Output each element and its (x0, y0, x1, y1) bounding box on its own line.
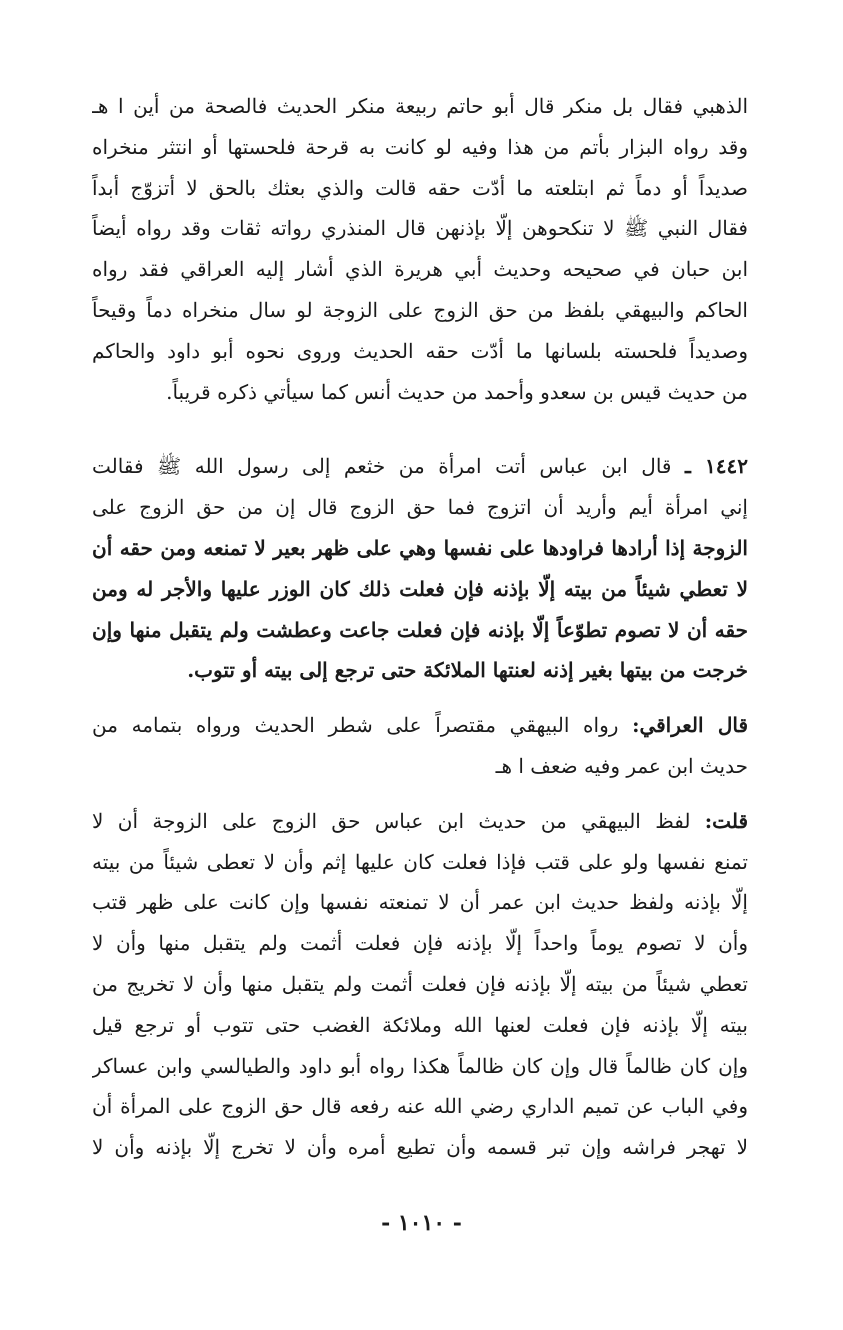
text-line: وصديداً فلحسته بلسانها ما أدّت حقه الحديث وروى نحوه أبو داود والحاكم (92, 338, 748, 363)
text-line: حقه أن لا تصوم تطوّعاً إلّا بإذنه فإن فعلت جاعت وعطشت ولم يتقبل منها وإن (92, 617, 748, 642)
text-line: من حديث قيس بن سعدو وأحمد من حديث أنس كما سيأتي ذكره قريباً. (166, 379, 748, 404)
text-line: وأن لا تصوم يوماً واحداً إلّا بإذنه فإن فعلت أثمت ولم يتقبل منها وأن لا (92, 931, 748, 956)
text-line: صديداً أو دماً ثم ابتلعته ما أدّت حقه قالت والذي بعثك بالحق لا أتزوّج أبداً (92, 175, 748, 200)
text-line: الحاكم والبيهقي بلفظ من حق الزوج على الزوجة لو سال منخراه دماً وقيحاً (92, 297, 748, 322)
text-line: تمنع نفسها ولو على قتب فإذا فعلت كان عليها إثم وأن لا تعطى شيئاً من بيته (92, 849, 748, 874)
text-line (92, 487, 748, 528)
paragraph-gap (92, 412, 748, 446)
paragraph-text: لفظ البيهقي من حديث ابن عباس حق الزوج على الزوجة أن لا (92, 808, 691, 833)
hadith-number: ١٤٤٢ ـ (685, 454, 748, 479)
text-line: الزوجة إذا أرادها فراودها على نفسها وهي على ظهر بعير لا تمنعه ومن حقه أن (92, 535, 748, 560)
text-line: الذهبي فقال بل منكر قال أبو حاتم ربيعة منكر الحديث فالصحة من أين ا هـ (92, 94, 748, 118)
text-line: إلّا بإذنه ولفظ حديث ابن عمر أن لا تمنعته نفسها وإن كانت على ظهر قتب (92, 890, 748, 915)
paragraph-gap (92, 787, 748, 801)
text-line: لا تهجر فراشه وإن تبر قسمه وأن تطيع أمره وأن لا تخرج إلّا بإذنه وأن لا (92, 1135, 748, 1160)
paragraph-label: قال العراقي: (632, 713, 748, 738)
text-line: خرجت من بيتها بغير إذنه لعنتها الملائكة حتى ترجع إلى بيته أو تتوب. (187, 658, 748, 683)
text-line: وقد رواه البزار بأتم من هذا وفيه لو كانت به قرحة فلحستها أو انتثر منخراه (92, 134, 748, 159)
text-line: تعطي شيئاً من بيته إلّا بإذنه فإن فعلت أثمت ولم يتقبل منها وأن لا تخريج من (92, 971, 748, 996)
paragraph-qultu (92, 801, 748, 1168)
paragraph-dhahabi (92, 86, 748, 412)
hadith-1442 (92, 446, 748, 691)
text-line: ابن حبان في صحيحه وحديث أبي هريرة الذي أشار إليه العراقي فقد رواه (92, 257, 748, 282)
paragraph-gap (92, 691, 748, 705)
text-line: بيته إلّا بإذنه فإن فعلت لعنها الله وملائكة الغضب حتى تتوب أو ترجع قيل (92, 1012, 748, 1037)
hadith-text: إني امرأة أيم وأريد أن اتزوج فما حق الزوج قال إن من حق الزوج على (92, 495, 748, 520)
text-line (92, 801, 748, 842)
text-line (92, 446, 748, 487)
text-line: وفي الباب عن تميم الداري رضي الله عنه رفعه قال حق الزوج على المرأة أن (92, 1094, 748, 1119)
text-line (92, 705, 748, 746)
page-number: - ١٠١٠ - (381, 1210, 462, 1236)
hadith-opening: قال ابن عباس أتت امرأة من خثعم إلى رسول الله ﷺ فقالت (92, 454, 672, 479)
paragraph-text: رواه البيهقي مقتصراً على شطر الحديث ورواه بتمامه من (92, 713, 619, 738)
text-line: لا تعطي شيئاً من بيته إلّا بإذنه فإن فعلت ذلك كان الوزر عليها والأجر له ومن (92, 576, 748, 601)
text-line: وإن كان ظالماً قال وإن كان ظالماً هكذا رواه أبو داود والطيالسي وابن عساكر (92, 1053, 748, 1078)
page-body (92, 86, 748, 1168)
text-line: فقال النبي ﷺ لا تنكحوهن إلّا بإذنهن قال المنذري رواته ثقات وقد رواه أيضاً (92, 216, 748, 241)
text-line: حديث ابن عمر وفيه ضعف ا هـ (495, 753, 748, 778)
paragraph-iraqi (92, 705, 748, 787)
paragraph-label: قلت: (704, 808, 748, 833)
